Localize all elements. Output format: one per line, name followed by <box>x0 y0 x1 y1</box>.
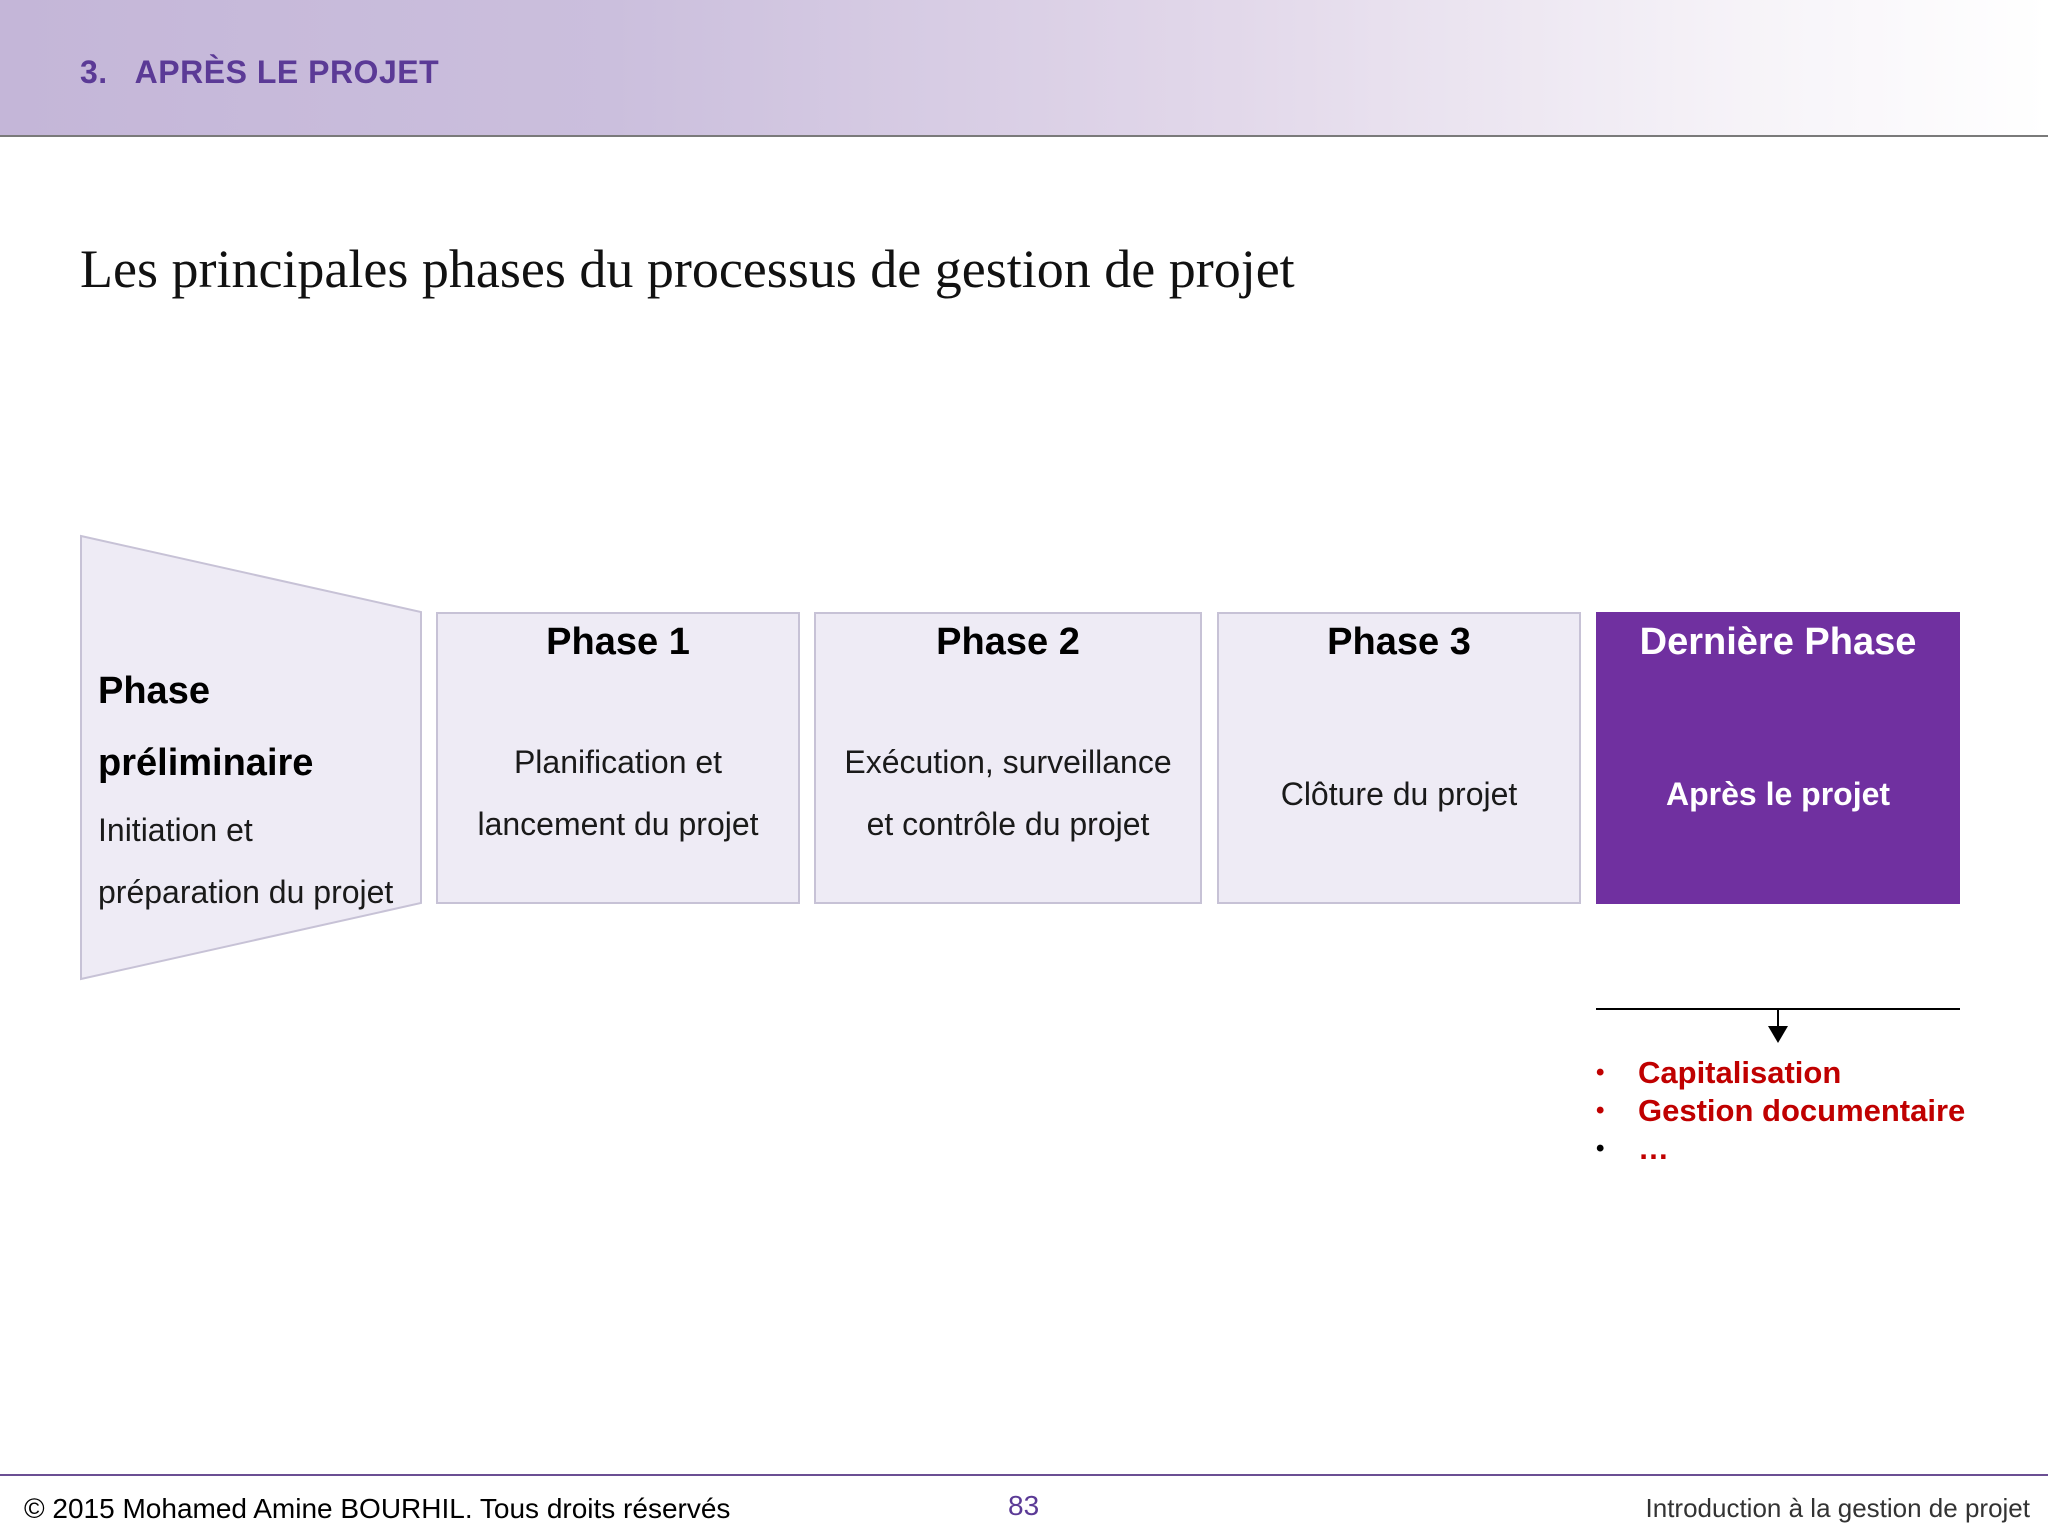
preliminary-desc-line1: Initiation et <box>98 812 253 848</box>
list-item <box>1596 1130 1996 1168</box>
phase-desc-line1: Clôture du projet <box>1280 776 1518 812</box>
list-item-text: … <box>1638 1131 1669 1166</box>
section-title: 3. APRÈS LE PROJET <box>80 54 440 90</box>
phase-box-2 <box>814 612 1202 904</box>
list-item <box>1596 1054 1996 1092</box>
bracket-line <box>1596 1008 1960 1010</box>
phase-title: Dernière Phase <box>1639 621 1917 663</box>
preliminary-title-line2: préliminaire <box>98 742 314 784</box>
preliminary-desc-line2: préparation du projet <box>98 874 394 910</box>
phase-box-1 <box>436 612 800 904</box>
page-number: 83 <box>1008 1490 1040 1521</box>
preliminary-title-line1: Phase <box>98 670 210 712</box>
bullet-icon: • <box>1596 1097 1605 1124</box>
list-item-text: Capitalisation <box>1638 1055 1842 1090</box>
slide-title: Les principales phases du processus de gestion de projet <box>80 239 1295 299</box>
bullet-icon: • <box>1596 1135 1605 1162</box>
phase-desc-line1: Après le projet <box>1665 776 1891 812</box>
list-item <box>1596 1092 1996 1130</box>
after-project-list <box>1596 1054 1996 1168</box>
phase-desc-line1: Planification et <box>513 744 723 780</box>
phase-desc-line2: et contrôle du projet <box>866 806 1150 842</box>
footer-course-title: Introduction à la gestion de projet <box>1645 1493 2030 1523</box>
footer-copyright: © 2015 Mohamed Amine BOURHIL. Tous droits réservés <box>24 1493 731 1524</box>
bullet-icon: • <box>1596 1059 1605 1086</box>
phase-title: Phase 3 <box>1327 621 1471 663</box>
phase-desc-line2: lancement du projet <box>477 806 759 842</box>
phase-title: Phase 2 <box>936 621 1080 663</box>
footer-divider <box>0 1474 2048 1476</box>
phase-title: Phase 1 <box>546 621 690 663</box>
phase-box-last <box>1596 612 1960 904</box>
preliminary-phase <box>98 655 428 923</box>
list-item-text: Gestion documentaire <box>1638 1093 1966 1128</box>
phase-desc-line1: Exécution, surveillance <box>844 744 1172 780</box>
phase-box-3 <box>1217 612 1581 904</box>
